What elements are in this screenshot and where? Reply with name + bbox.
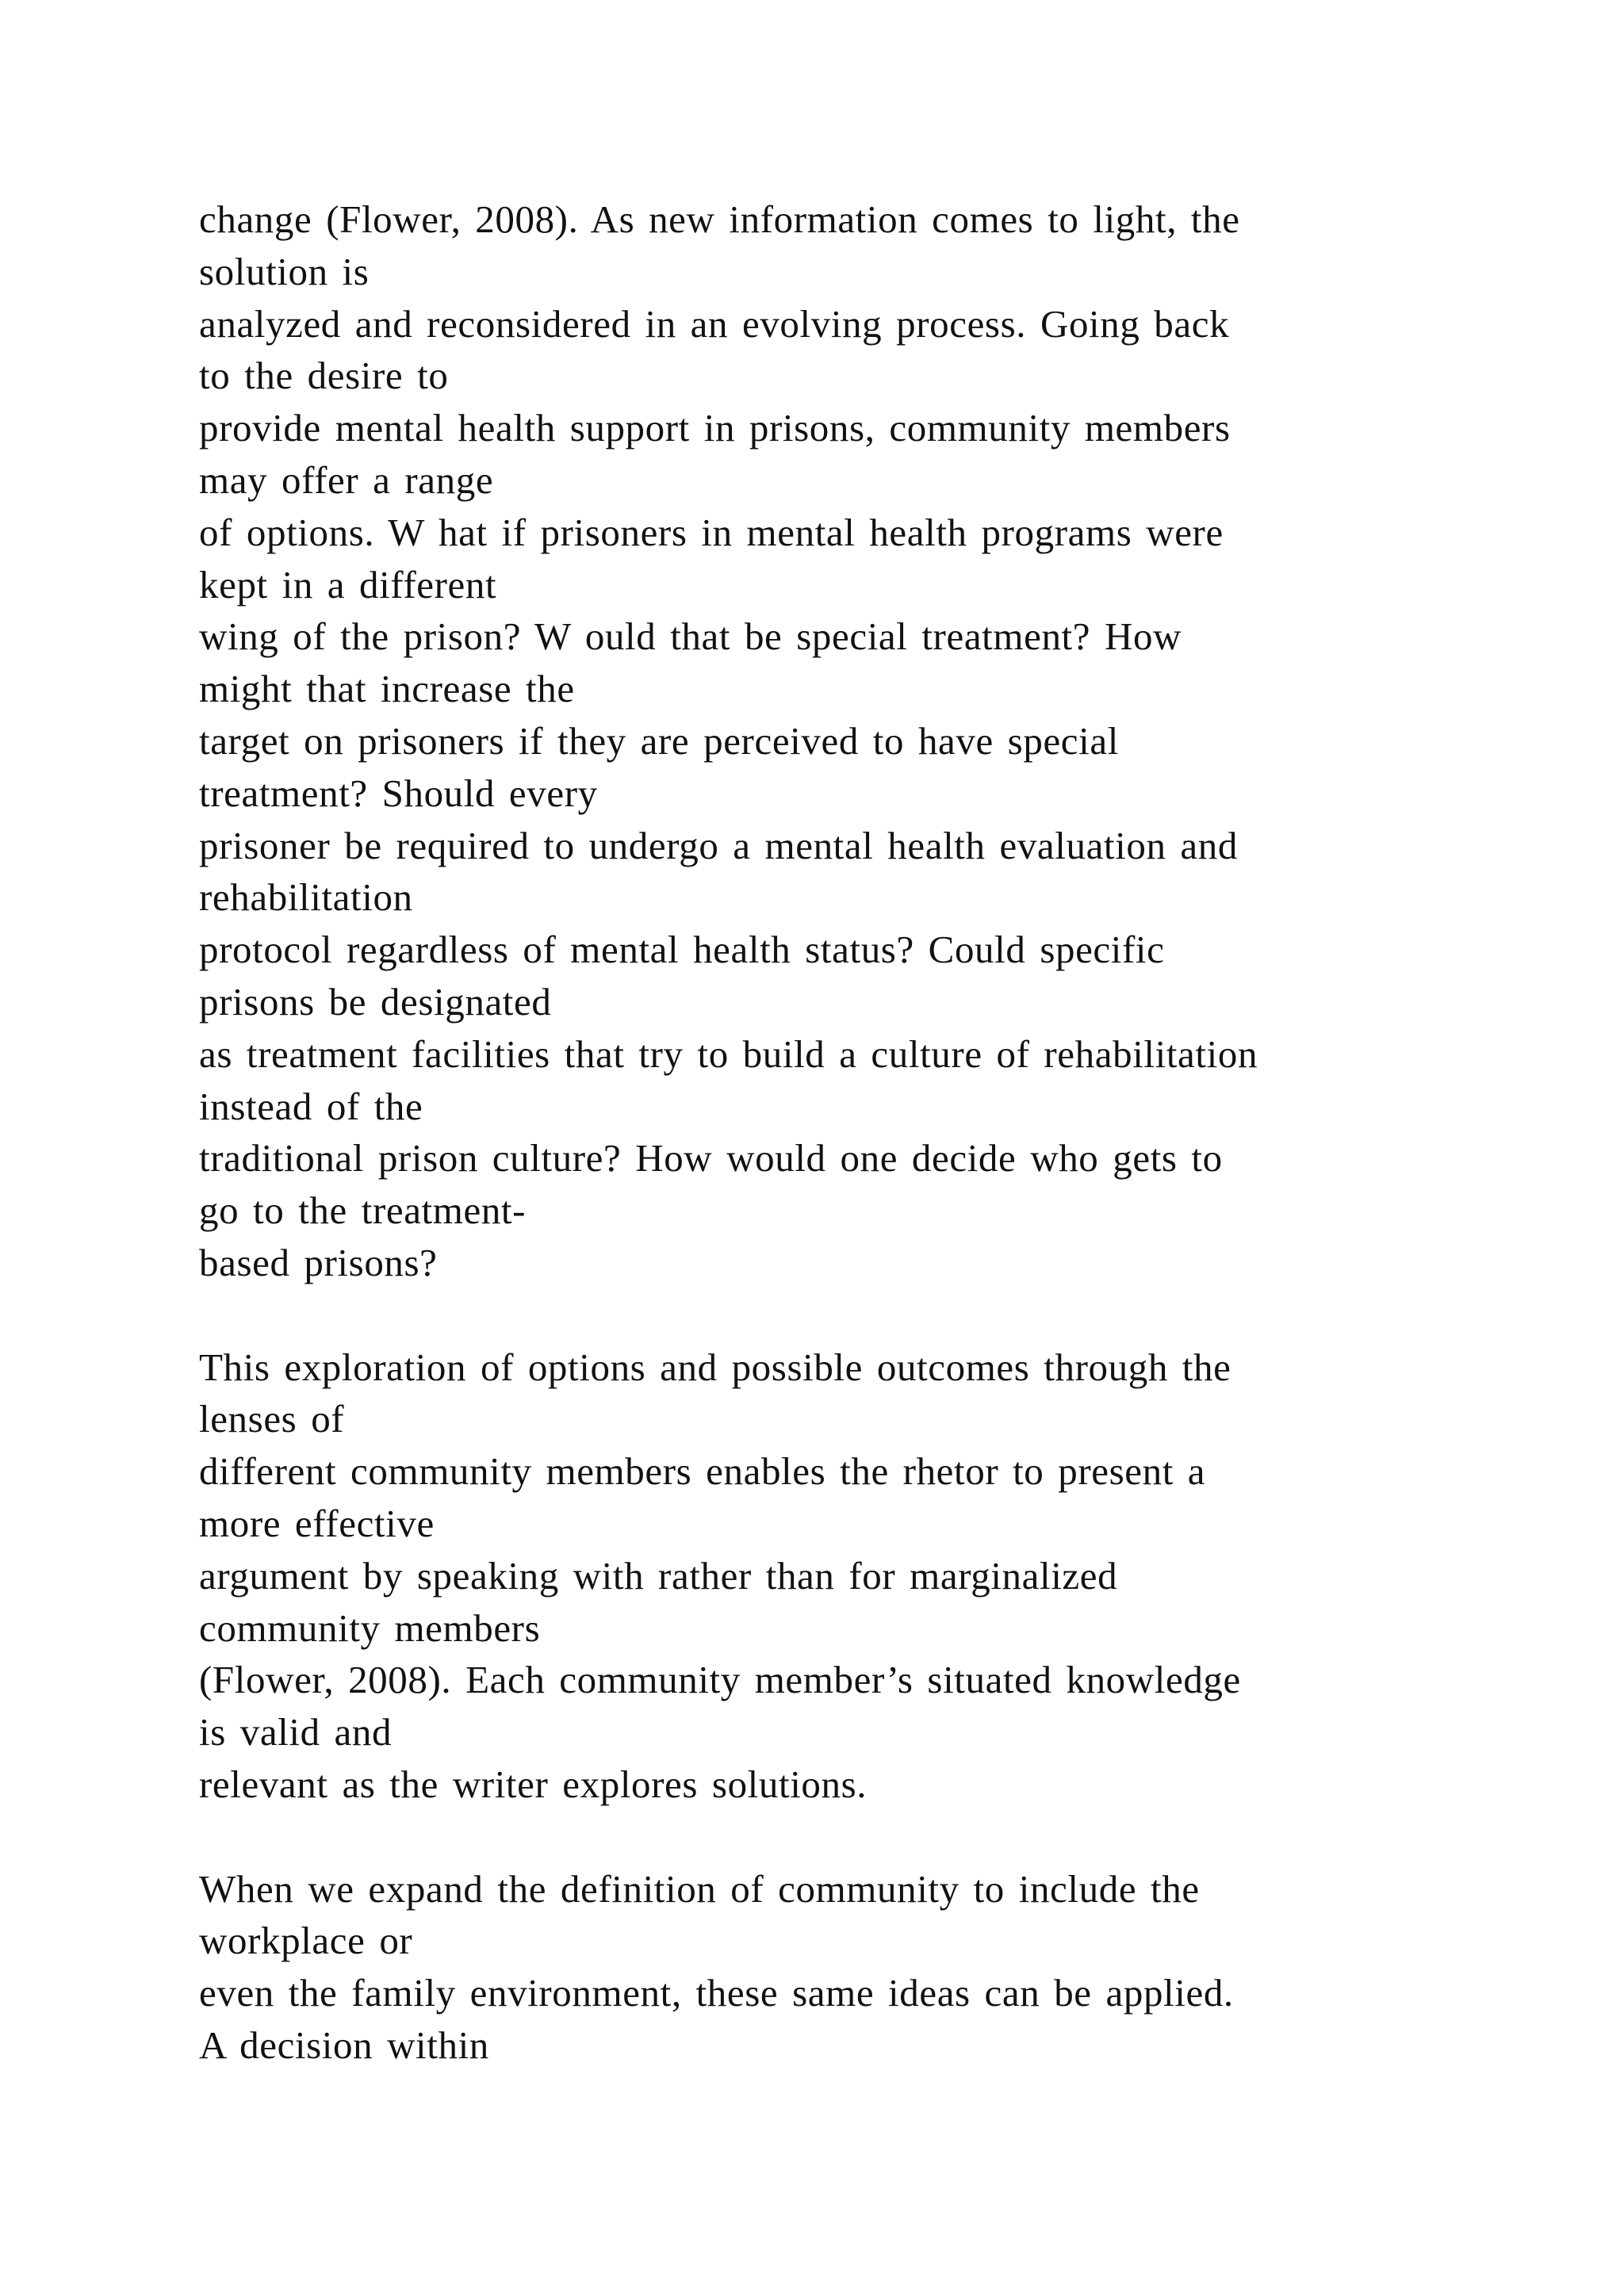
text-line: different community members enables the rhetor to present a <box>199 1449 1206 1494</box>
text-line: even the family environment, these same ideas can be applied. <box>199 1971 1234 2015</box>
text-line: lenses of <box>199 1397 345 1441</box>
body-text <box>199 193 1547 2072</box>
text-line: more effective <box>199 1501 435 1545</box>
text-line: solution is <box>199 249 370 293</box>
text-line: as treatment facilities that try to build a culture of rehabilitation <box>199 1031 1258 1076</box>
text-line: kept in a different <box>199 562 497 607</box>
text-line: protocol regardless of mental health status? Could specific <box>199 928 1165 972</box>
text-line: (Flower, 2008). Each community member’s situated knowledge <box>199 1658 1241 1702</box>
text-line: traditional prison culture? How would one decide who gets to <box>199 1136 1223 1181</box>
text-line: treatment? Should every <box>199 771 598 815</box>
text-line: argument by speaking with rather than for marginalized <box>199 1553 1118 1598</box>
text-line: may offer a range <box>199 457 494 502</box>
text-line: go to the treatment- <box>199 1188 527 1233</box>
text-line: wing of the prison? W ould that be special treatment? How <box>199 614 1182 659</box>
paragraph-break <box>199 1289 1547 1341</box>
text-line: A decision within <box>199 2022 489 2067</box>
text-line: change (Flower, 2008). As new information comes to light, the <box>199 197 1240 241</box>
text-line: analyzed and reconsidered in an evolving process. Going back <box>199 301 1230 346</box>
text-line: might that increase the <box>199 667 575 711</box>
text-line: rehabilitation <box>199 875 413 920</box>
text-line: When we expand the definition of community to include the <box>199 1866 1200 1911</box>
text-line: relevant as the writer explores solutions. <box>199 1762 868 1806</box>
text-line: community members <box>199 1605 541 1650</box>
text-line: provide mental health support in prisons, community members <box>199 406 1231 450</box>
paragraph-break <box>199 1811 1547 1863</box>
text-line: of options. W hat if prisoners in mental health programs were <box>199 510 1224 554</box>
text-line: to the desire to <box>199 354 449 398</box>
text-line: is valid and <box>199 1710 393 1755</box>
text-line: target on prisoners if they are perceived to have special <box>199 718 1119 763</box>
text-line: prisoner be required to undergo a mental health evaluation and <box>199 823 1238 867</box>
text-line: workplace or <box>199 1919 413 1963</box>
text-line: instead of the <box>199 1084 423 1128</box>
text-line: This exploration of options and possible outcomes through the <box>199 1345 1231 1389</box>
text-line: based prisons? <box>199 1240 438 1284</box>
text-line: prisons be designated <box>199 979 552 1024</box>
